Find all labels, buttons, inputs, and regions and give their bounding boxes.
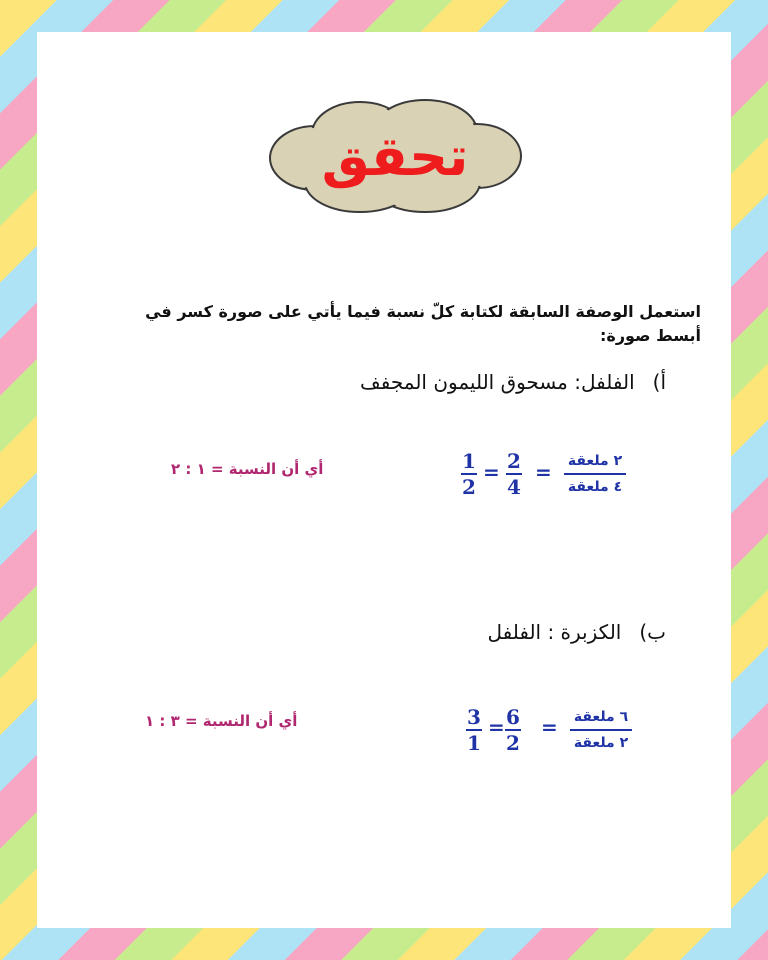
fraction-b-simplest xyxy=(466,706,482,754)
instruction-text: استعمل الوصفة السابقة لكتابة كلّ نسبة فيما يأتي على صورة كسر في أبسط صورة: xyxy=(145,302,701,345)
fraction-b-simplest-numerator: 3 xyxy=(467,705,481,729)
fraction-bar xyxy=(564,473,626,475)
fraction-a-middle xyxy=(506,450,522,498)
fraction-a-middle-numerator: 2 xyxy=(507,449,521,473)
question-b-marker: ب) xyxy=(639,620,666,644)
worksheet-page xyxy=(37,32,731,928)
fraction-b-middle-numerator: 6 xyxy=(506,705,520,729)
fraction-b-words-numerator: ٦ ملعقة xyxy=(573,709,629,725)
equals-sign: = xyxy=(483,460,500,484)
fraction-a-simplest-numerator: 1 xyxy=(462,449,476,473)
fraction-a-words xyxy=(564,450,626,498)
fraction-a-simplest xyxy=(461,450,477,498)
equals-sign: = xyxy=(488,715,505,739)
fraction-b-middle-denominator: 2 xyxy=(506,731,520,755)
fraction-b-simplest-denominator: 1 xyxy=(467,731,481,755)
question-a xyxy=(360,370,666,394)
fraction-a-simplest-denominator: 2 xyxy=(462,475,476,499)
fraction-a-middle-denominator: 4 xyxy=(507,475,521,499)
question-b-text: الكزبرة : الفلفل xyxy=(487,620,622,644)
fraction-b-words-denominator: ٢ ملعقة xyxy=(573,735,629,751)
equals-sign: = xyxy=(541,715,558,739)
fraction-b-words xyxy=(570,706,632,754)
fraction-bar xyxy=(570,729,632,731)
fraction-a-words-numerator: ٢ ملعقة xyxy=(567,453,623,469)
result-a: أي أن النسبة = ١ : ٢ xyxy=(171,460,324,478)
equals-sign: = xyxy=(535,460,552,484)
question-b xyxy=(487,620,666,644)
fraction-a-words-denominator: ٤ ملعقة xyxy=(567,479,623,495)
page-title: تحقق xyxy=(321,124,469,188)
fraction-b-middle xyxy=(505,706,521,754)
question-a-marker: أ) xyxy=(652,370,666,394)
question-a-text: الفلفل: مسحوق الليمون المجفف xyxy=(360,370,635,394)
result-b: أي أن النسبة = ٣ : ١ xyxy=(145,712,298,730)
